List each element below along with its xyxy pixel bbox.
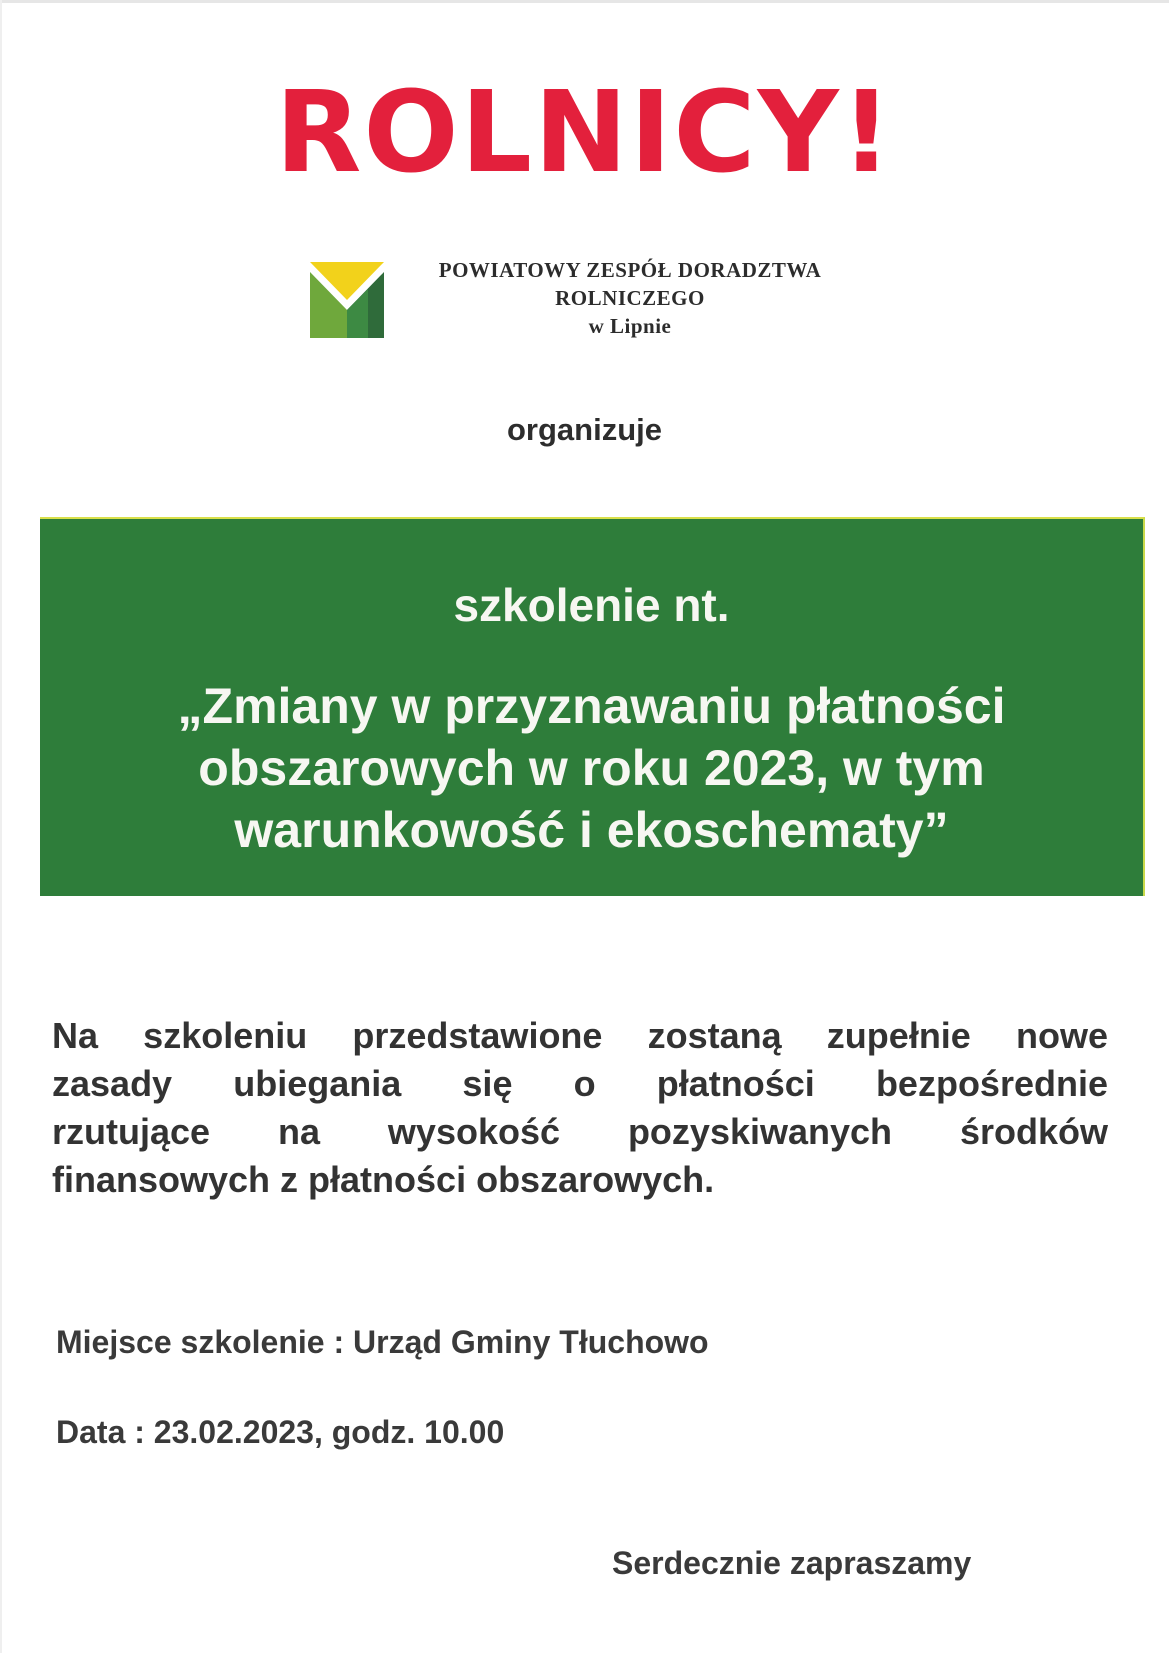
organizer-name-line2: ROLNICZEGO <box>555 286 705 310</box>
page-top-edge <box>0 0 1169 3</box>
organizer-name-line3: w Lipnie <box>588 314 672 338</box>
training-title-line2: obszarowych w roku 2023, w tym <box>198 740 985 796</box>
training-date: Data : 23.02.2023, godz. 10.00 <box>56 1414 505 1450</box>
headline: ROLNICY! <box>275 68 894 198</box>
organizes-label: organizuje <box>506 412 662 447</box>
closing-invitation: Serdecznie zapraszamy <box>612 1545 972 1581</box>
training-banner <box>40 517 1145 896</box>
description-line3: rzutujące na wysokość pozyskiwanych środków <box>52 1111 1108 1152</box>
training-description <box>52 1012 1108 1204</box>
training-title-line1: „Zmiany w przyznawaniu płatności <box>177 678 1006 734</box>
description-line1: Na szkoleniu przedstawione zostaną zupełnie nowe <box>52 1015 1108 1056</box>
description-line2: zasady ubiegania się o płatności bezpośrednie <box>52 1063 1108 1104</box>
odr-logo-icon <box>310 262 384 338</box>
organizer-name <box>420 256 840 340</box>
training-heading: szkolenie nt. <box>453 579 730 631</box>
page-left-edge <box>0 0 2 1653</box>
description-line4: finansowych z płatności obszarowych. <box>52 1159 715 1200</box>
organizer-name-line1: POWIATOWY ZESPÓŁ DORADZTWA <box>438 258 822 282</box>
training-title-line3: warunkowość i ekoschematy” <box>234 802 949 858</box>
training-venue: Miejsce szkolenie : Urząd Gminy Tłuchowo <box>56 1324 709 1360</box>
training-title <box>40 675 1143 861</box>
